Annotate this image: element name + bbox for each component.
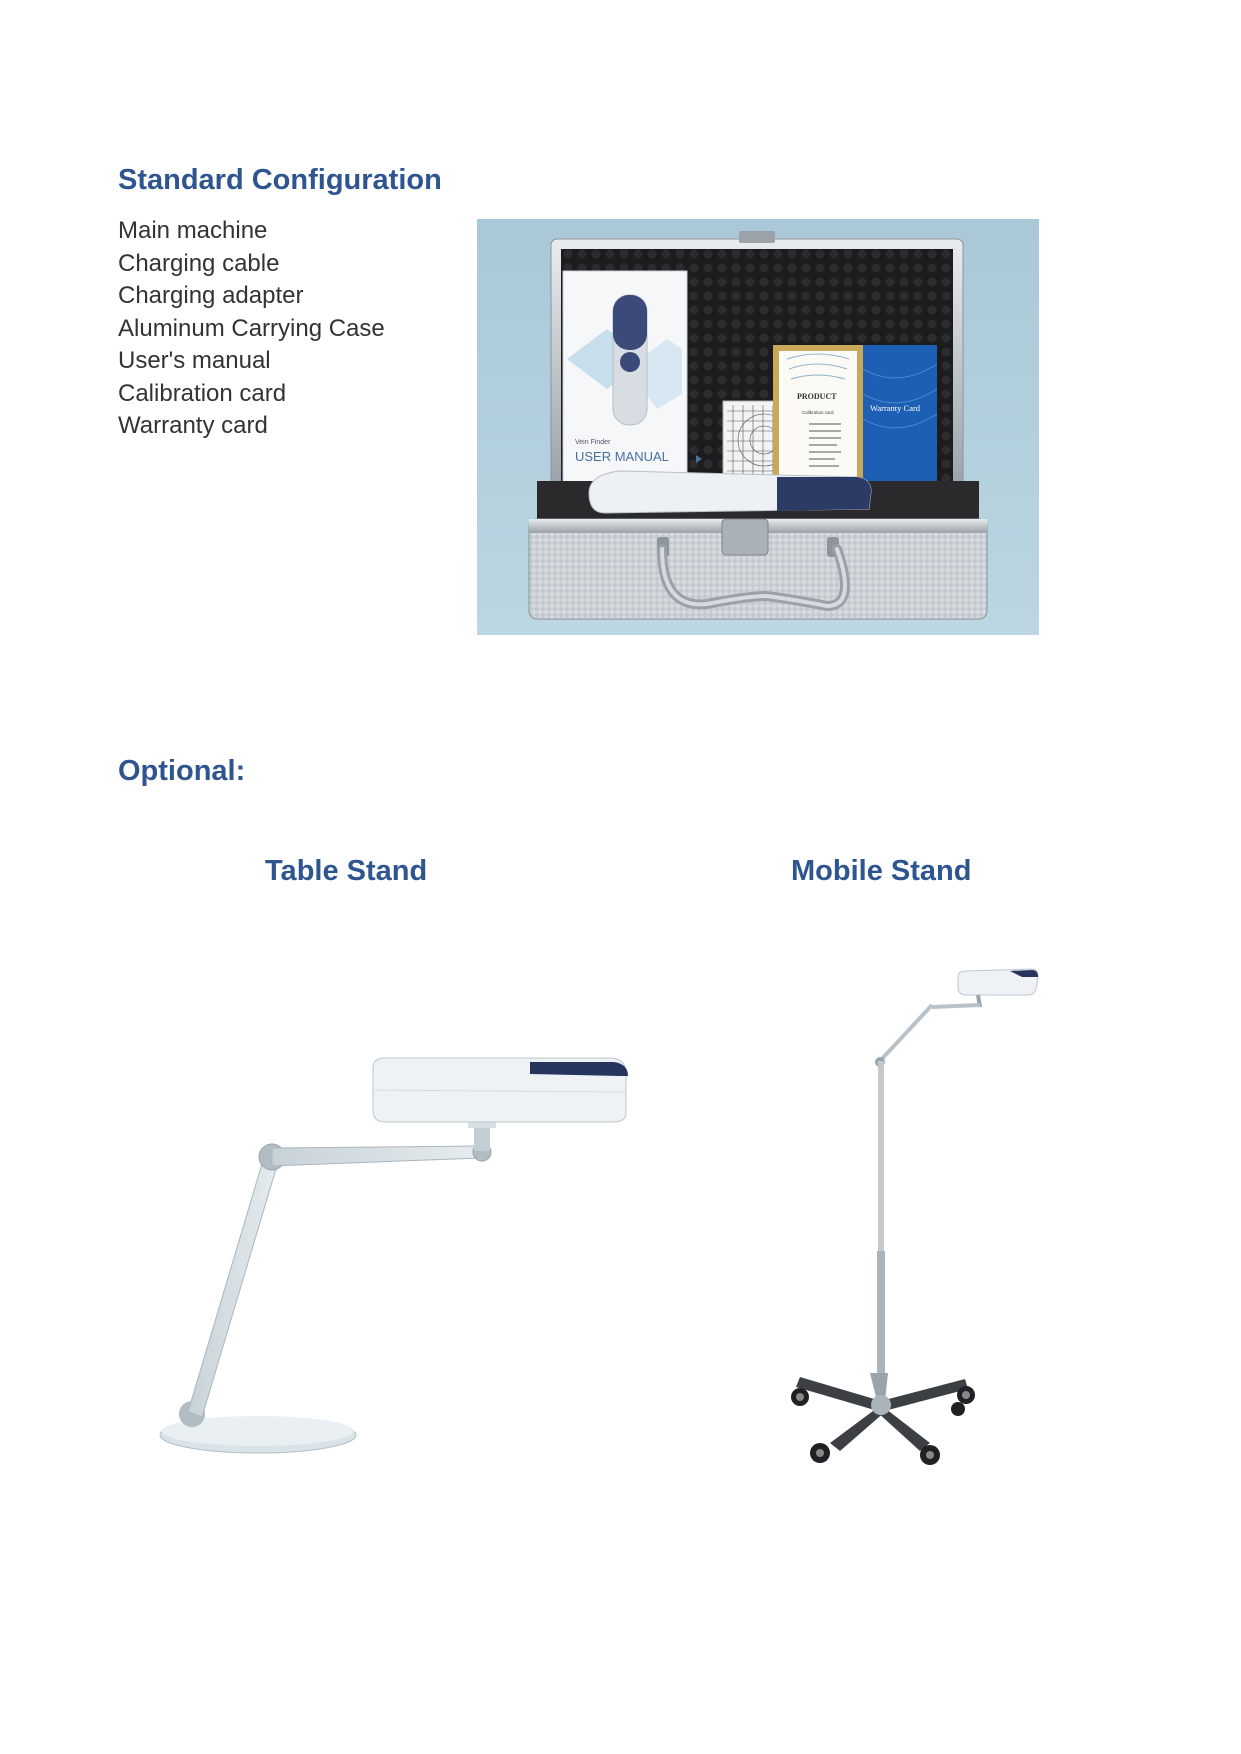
config-item-warranty-card: Warranty card	[118, 412, 268, 439]
five-wheel-base	[791, 1373, 975, 1465]
warranty-card	[863, 345, 937, 485]
standard-configuration-heading: Standard Configuration	[118, 164, 442, 196]
config-item-charging-cable: Charging cable	[118, 249, 280, 277]
carrying-case-photo	[477, 219, 1039, 635]
config-item-carrying-case: Aluminum Carrying Case	[118, 314, 385, 342]
calibration-card	[773, 345, 863, 487]
optional-heading: Optional:	[118, 755, 246, 787]
product-card-label: PRODUCT	[797, 392, 837, 401]
mobile-stand-photo	[770, 965, 1040, 1465]
manual-small-label: Vein Finder	[575, 439, 611, 446]
calibration-card-label: Calibration card	[802, 410, 834, 415]
table-stand-photo	[150, 1050, 630, 1470]
table-stand-label: Table Stand	[265, 855, 428, 887]
config-item-charging-adapter: Charging adapter	[118, 282, 304, 309]
mobile-stand-label: Mobile Stand	[791, 855, 972, 887]
user-manual-booklet	[563, 271, 702, 483]
warranty-card-label: Warranty Card	[870, 403, 921, 413]
mounted-device	[373, 1058, 628, 1122]
manual-title-label: USER MANUAL	[575, 449, 669, 464]
config-item-calibration-card: Calibration card	[118, 379, 287, 407]
mounted-device	[958, 969, 1038, 995]
main-machine-device	[589, 471, 871, 513]
standard-configuration-list	[118, 215, 385, 443]
config-item-users-manual: User's manual	[118, 347, 271, 374]
config-item-main-machine: Main machine	[118, 217, 268, 244]
